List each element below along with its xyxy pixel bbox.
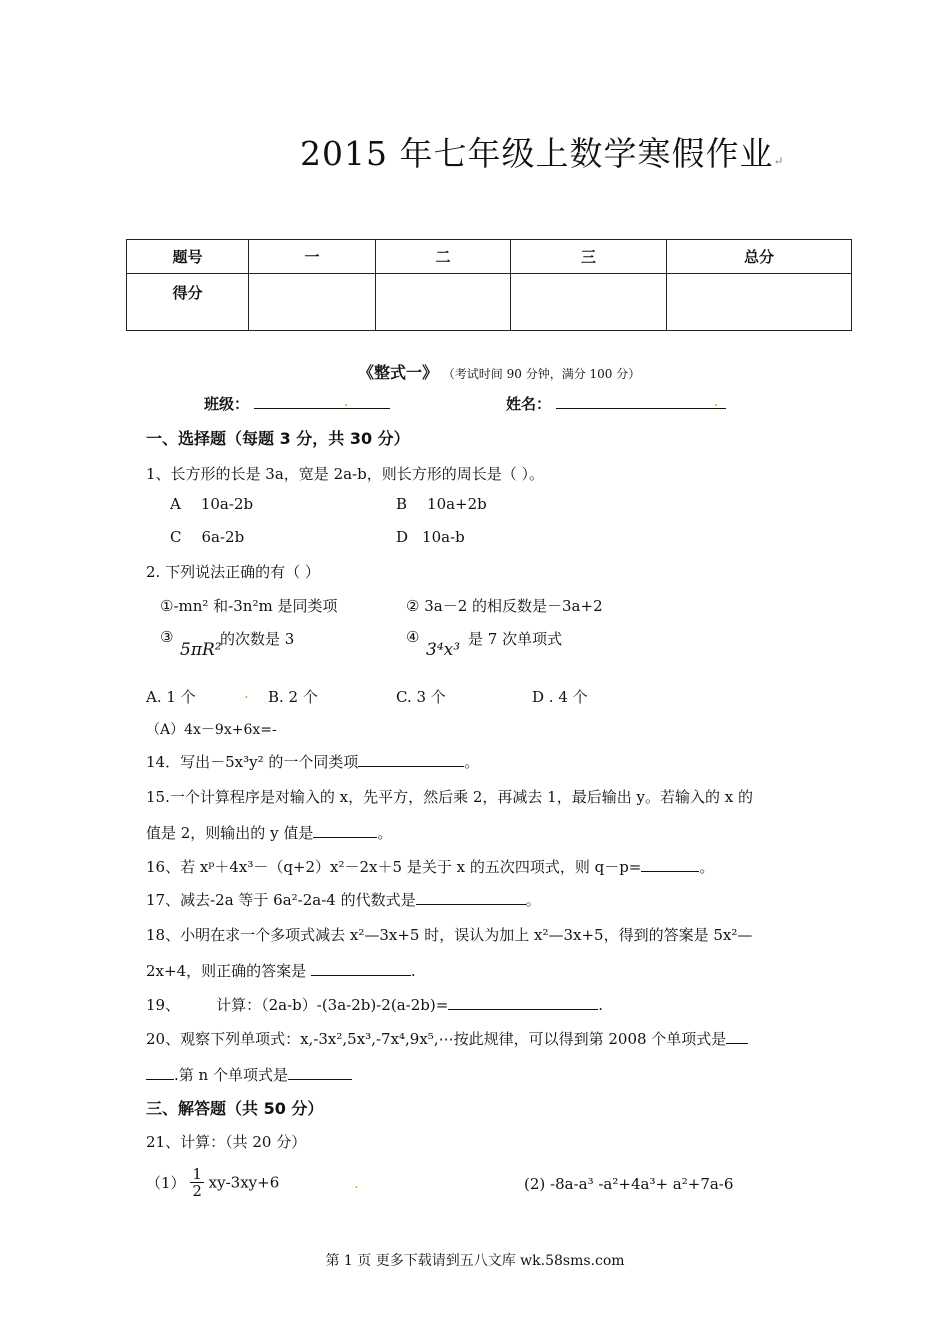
score-table-row-label: 得分 (127, 274, 249, 331)
stray-dot: . (354, 1174, 359, 1192)
question-18-line2: 2x+4，则正确的答案是 . (146, 962, 416, 980)
q17-blank[interactable] (416, 890, 526, 905)
question-2: 2. 下列说法正确的有（ ） (146, 563, 320, 581)
score-table-score-row (127, 274, 852, 331)
score-cell[interactable] (376, 274, 511, 331)
question-20-line2: .第 n 个单项式是 (146, 1064, 352, 1085)
q2-statement-4-suffix: 是 7 次单项式 (468, 630, 563, 648)
q2-option-c: C. 3 个 (396, 688, 446, 706)
q20-blank-b[interactable] (288, 1065, 352, 1080)
question-20-line1: 20、观察下列单项式：x,-3x²,5x³,-7x⁴,9x⁵,⋯按此规律，可以得到第 2008 个单项式是 (146, 1028, 748, 1049)
question-19: 19、 计算：（2a-b）-(3a-2b)-2(a-2b)= . (146, 996, 604, 1014)
score-table-header-row (127, 240, 852, 274)
page-footer: 第 1 页 更多下载请到五八文库 wk.58sms.com (325, 1253, 625, 1269)
q1-option-c: C 6a-2b (170, 528, 245, 546)
name-field (506, 393, 726, 414)
class-label: 班级： (204, 395, 250, 413)
stray-dot: . (244, 684, 249, 702)
q2-statement-1: ①-mn² 和-3n²m 是同类项 (160, 597, 338, 615)
return-mark: ↵ (773, 154, 785, 168)
class-field (204, 393, 390, 414)
question-15-line2: 值是 2，则输出的 y 值是 。 (146, 824, 393, 842)
question-18-line1: 18、小明在求一个多项式减去 x²—3x+5 时，误认为加上 x²—3x+5，得到的答案是 5x²— (146, 926, 753, 944)
document-title (300, 128, 785, 175)
q16-blank[interactable] (641, 857, 699, 872)
score-table-header-cell: 总分 (667, 240, 852, 274)
formula-5piR2: 5πR² (180, 640, 222, 660)
fraction-one-half: $\frac{1}{2}$ (192, 1165, 202, 1200)
q19-blank[interactable] (448, 995, 598, 1010)
score-cell[interactable] (249, 274, 376, 331)
score-table-header-cell: 题号 (127, 240, 249, 274)
q2-statement-3-suffix: 的次数是 3 (220, 630, 295, 648)
question-17: 17、减去-2a 等于 6a²-2a-4 的代数式是 。 (146, 891, 541, 909)
section-title (358, 360, 640, 383)
score-table (126, 239, 852, 331)
score-cell[interactable] (511, 274, 667, 331)
section-title-text: 《整式一》 (358, 363, 439, 382)
q2-statement-2: ② 3a－2 的相反数是－3a+2 (406, 597, 603, 615)
q2-statement-4: ④ 3⁴x³ 是 7 次单项式 (406, 628, 563, 660)
q20-blank-a[interactable] (726, 1029, 748, 1044)
q2-option-b: B. 2 个 (268, 688, 318, 706)
score-table-header-cell: 二 (376, 240, 511, 274)
score-table-header-cell: 一 (249, 240, 376, 274)
part3-heading: 三、解答题（共 50 分） (146, 1099, 324, 1118)
q21-part-1: （1） $\frac{1}{2}$ xy-3xy+6 (146, 1165, 280, 1200)
part1-heading: 一、选择题（每题 3 分，共 30 分） (146, 429, 410, 448)
score-cell[interactable] (667, 274, 852, 331)
q1-option-d: D 10a-b (396, 528, 465, 546)
question-1: 1、长方形的长是 3a，宽是 2a-b，则长方形的周长是（ ）。 (146, 465, 544, 483)
q15-blank[interactable] (313, 823, 377, 838)
q2-option-a: A. 1 个 (146, 688, 196, 706)
question-21: 21、计算：（共 20 分） (146, 1133, 307, 1151)
q1-option-b: B 10a+2b (396, 495, 487, 513)
score-table-header-cell: 三 (511, 240, 667, 274)
name-label: 姓名： (506, 395, 552, 413)
q14-blank[interactable] (358, 752, 464, 767)
exam-note: （考试时间 90 分钟，满分 100 分） (442, 367, 641, 381)
question-16: 16、若 xᵖ＋4x³－（q+2）x²－2x＋5 是关于 x 的五次四项式，则 q－p= 。 (146, 858, 715, 876)
question-15-line1: 15.一个计算程序是对输入的 x，先平方，然后乘 2，再减去 1，最后输出 y。若输入的 x 的 (146, 788, 753, 806)
q20-blank-a-cont[interactable] (146, 1065, 174, 1080)
formula-3-4-x3: 3⁴x³ (426, 640, 461, 660)
name-blank[interactable]: . (556, 394, 726, 409)
class-blank[interactable]: . (254, 394, 390, 409)
q2-option-d: D . 4 个 (532, 688, 588, 706)
q1-option-a: A 10a-2b (170, 495, 254, 513)
q18-blank[interactable] (311, 961, 411, 976)
title-text: 2015 年七年级上数学寒假作业 (300, 134, 774, 173)
fragment-line-a: （A）4x－9x+6x=- (146, 722, 277, 738)
q21-part-2: (2) -8a-a³ -a²+4a³+ a²+7a-6 (524, 1175, 734, 1193)
question-14: 14．写出－5x³y² 的一个同类项 。 (146, 753, 480, 771)
q2-statement-3: ③ 5πR² 的次数是 3 (160, 628, 295, 660)
